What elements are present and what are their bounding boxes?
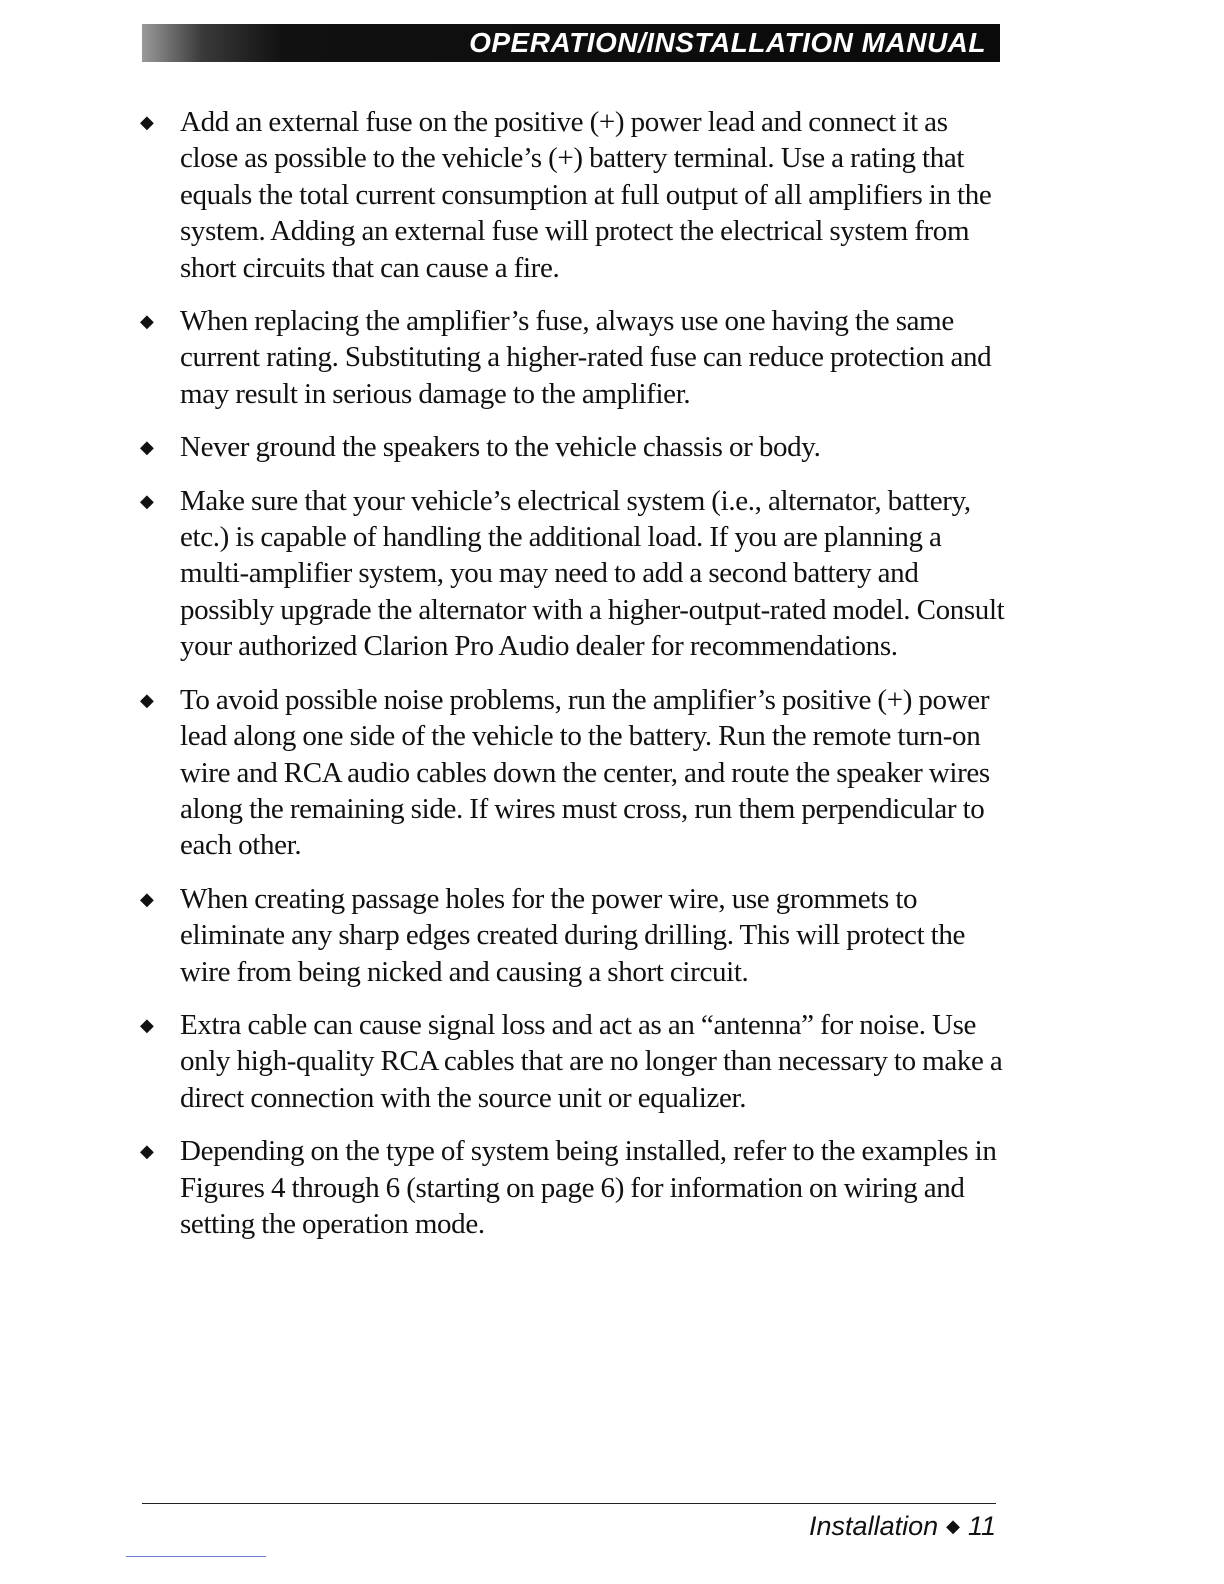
list-item	[140, 483, 1020, 665]
installation-notes-list	[140, 104, 1020, 1259]
list-item-text: When creating passage holes for the power wire, use grommets to eliminate any sharp edges created during drilling. This will protect the wire from being nicked and causing a short circuit.	[180, 882, 966, 988]
list-item	[140, 429, 1020, 465]
list-item	[140, 682, 1020, 864]
list-item	[140, 1133, 1020, 1242]
list-item-text: Depending on the type of system being installed, refer to the examples in Figures 4 through 6 (starting on page 6) for information on wiring and setting the operation mode.	[180, 1135, 997, 1240]
list-item-text: Add an external fuse on the positive (+) power lead and connect it as close as possible to the vehicle’s (+) battery terminal. Use a rating that equals the total current consumption at full output of all amplifiers in the system. Adding an external fuse will protect the electrical system from short circuits that can cause a fire.	[180, 106, 992, 284]
diamond-separator-icon: ◆	[946, 1516, 960, 1536]
diamond-bullet-icon: ◆	[140, 311, 154, 332]
diamond-bullet-icon: ◆	[140, 112, 154, 132]
diamond-bullet-icon: ◆	[140, 1014, 154, 1035]
diamond-bullet-icon: ◆	[140, 888, 154, 909]
list-item-text: When replacing the amplifier’s fuse, always use one having the same current rating. Substituting a higher-rated fuse can reduce protection and may result in serious damage to the amplifier.	[180, 305, 992, 410]
manual-title: OPERATION/INSTALLATION MANUAL	[469, 27, 986, 58]
footer-divider	[142, 1503, 996, 1504]
diamond-bullet-icon: ◆	[140, 437, 154, 458]
list-item-text: Never ground the speakers to the vehicle chassis or body.	[180, 431, 821, 464]
list-item-text: Extra cable can cause signal loss and act as an “antenna” for noise. Use only high-quality RCA cables that are no longer than necessary to make a direct connection with the source unit or equalizer.	[180, 1008, 1003, 1114]
list-item	[140, 881, 1020, 990]
list-item	[140, 303, 1020, 412]
diamond-bullet-icon: ◆	[140, 689, 154, 710]
scan-edge-line	[126, 1556, 266, 1557]
list-item	[140, 1007, 1020, 1116]
page-footer	[809, 1508, 996, 1544]
page-number: 11	[967, 1511, 996, 1541]
diamond-bullet-icon: ◆	[140, 1141, 154, 1162]
header-banner	[142, 24, 1000, 62]
list-item	[140, 104, 1020, 286]
list-item-text: To avoid possible noise problems, run the amplifier’s positive (+) power lead along one side of the vehicle to the battery. Run the remote turn-on wire and RCA audio cables down the center, and route the speaker wires along the remaining side. If wires must cross, run them perpendicular to each other.	[180, 683, 990, 862]
diamond-bullet-icon: ◆	[140, 490, 154, 511]
list-item-text: Make sure that your vehicle’s electrical system (i.e., alternator, battery, etc.) is capable of handling the additional load. If you are planning a multi-amplifier system, you may need to add a second battery and possibly upgrade the alternator with a higher-output-rated model. Consult your authorized Clarion Pro Audio dealer for recommendations.	[180, 484, 1005, 663]
footer-section-name: Installation	[809, 1511, 939, 1541]
